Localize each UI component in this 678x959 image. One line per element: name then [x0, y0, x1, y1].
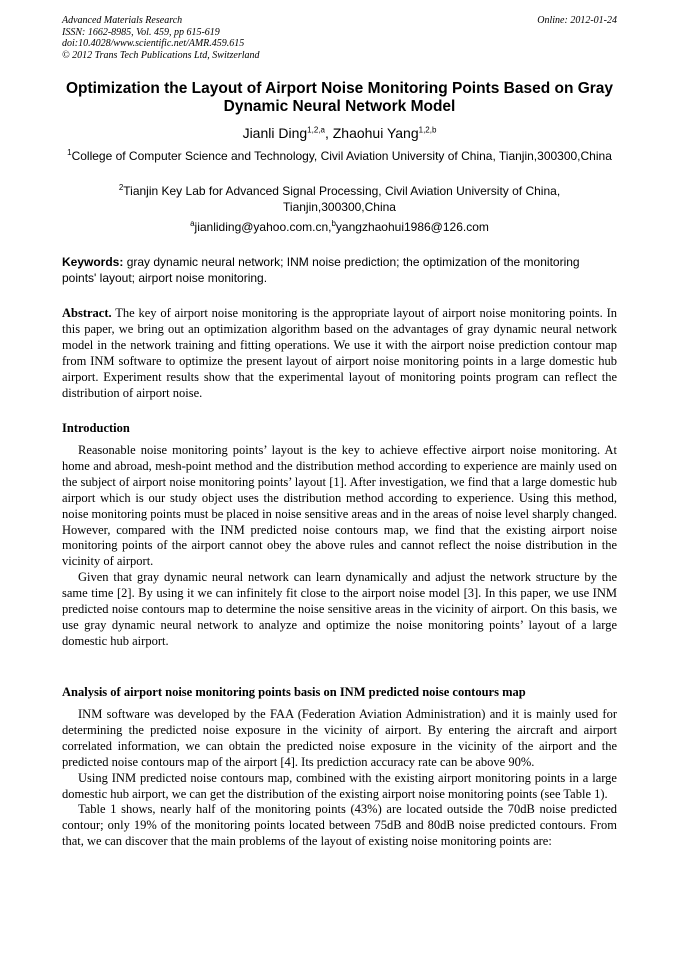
author-affiliation-marker: 1,2,a [307, 125, 325, 135]
issn-line: ISSN: 1662-8985, Vol. 459, pp 615-619 [62, 26, 220, 38]
doi-line: doi:10.4028/www.scientific.net/AMR.459.615 [62, 38, 245, 49]
paragraph: Reasonable noise monitoring points’ layout is the key to achieve effective airport noise monitoring. At home and abroad, mesh-point method and the distribution method according to experience are mainly used on the subject of airport noise monitoring points’ layout [1]. After investigation, we find that a large domestic hub airport which is our study object uses the distribution method according to experience. Using this method, noise monitoring points must be placed in noise sensitive areas and in the areas of noise level sharply changed. However, compared with the INM predicted noise contours map, we find that the existing airport noise monitoring points of the airport cannot obey the above rules and cannot reflect the noise distribution in the vicinity of airport. [62, 443, 617, 569]
author-emails [62, 220, 617, 236]
section-heading-analysis: Analysis of airport noise monitoring points basis on INM predicted noise contours map [62, 685, 526, 699]
author-list [62, 124, 617, 142]
author-name: Jianli Ding [242, 125, 308, 141]
email-marker: a [190, 219, 195, 228]
affiliation-text: Tianjin Key Lab for Advanced Signal Processing, Civil Aviation University of China, Tianjin,300300,China [123, 184, 561, 214]
affiliation-marker: 1 [67, 148, 72, 157]
affiliation-text: College of Computer Science and Technology, Civil Aviation University of China, Tianjin,300300,China [71, 149, 612, 163]
affiliation-1 [62, 149, 617, 165]
email-address: yangzhaohui1986@126.com [335, 220, 489, 234]
email-address: jianliding@yahoo.com.cn, [194, 220, 332, 234]
paragraph: Given that gray dynamic neural network can learn dynamically and adjust the network structure by the same time [2]. By using it we can infinitely fit close to the airport noise model [3]. In this paper, we use INM predicted noise contours map to determine the noise sensitive areas in the vicinity of airport. On this basis, we use gray dynamic neural network to analyze and optimize the noise monitoring points’ layout of a large domestic hub airport. [62, 570, 617, 648]
section-heading-introduction: Introduction [62, 421, 130, 435]
author-separator: , [324, 125, 333, 141]
abstract-text: The key of airport noise monitoring is the appropriate layout of airport noise monitoring points. In this paper, we bring out an optimization algorithm based on the advantages of gray dynamic neural network model in the network training and fitting operations. We use it with the airport noise prediction contour map from INM software to optimize the present layout of airport noise monitoring points in a large domestic hub airport. Experiment results show that the experimental layout of monitoring points program can reflect the distribution of airport noise. [62, 306, 617, 400]
journal-header [62, 15, 617, 61]
paper-title: Optimization the Layout of Airport Noise Monitoring Points Based on Gray Dynamic Neural Network Model [65, 80, 614, 115]
email-marker: b [331, 219, 336, 228]
analysis-body [62, 707, 617, 850]
affiliation-marker: 2 [118, 183, 124, 192]
affiliation-2 [62, 184, 617, 215]
paragraph: Table 1 shows, nearly half of the monitoring points (43%) are located outside the 70dB noise predicted contour; only 19% of the monitoring points located between 75dB and 80dB noise predicted contours. From that, we can discover that the main problems of the layout of existing noise monitoring points are: [62, 802, 617, 849]
abstract [62, 306, 617, 401]
keywords-label: Keywords: [62, 255, 124, 269]
journal-name: Advanced Materials Research [62, 15, 183, 26]
keywords-text: gray dynamic neural network; INM noise prediction; the optimization of the monitoring points' layout; airport noise monitoring. [62, 255, 580, 285]
abstract-label: Abstract. [62, 306, 112, 320]
keywords [62, 255, 617, 286]
paragraph: Using INM predicted noise contours map, combined with the existing airport monitoring points in a large domestic hub airport, we can get the distribution of the existing airport noise monitoring points (see Table 1). [62, 770, 617, 801]
copyright-line: © 2012 Trans Tech Publications Ltd, Switzerland [62, 49, 260, 61]
introduction-body [62, 443, 617, 650]
author-name: Zhaohui Yang [332, 125, 419, 141]
author-affiliation-marker: 1,2,b [418, 125, 437, 135]
online-date: Online: 2012-01-24 [537, 15, 617, 26]
paragraph: INM software was developed by the FAA (Federation Aviation Administration) and it is mainly used for determining the predicted noise exposure in the vicinity of airport. By entering the aircraft and airport correlated information, we can obtain the predicted noise exposure in the vicinity of the airport and the predicted noise contours map of the airport [4]. Its prediction accuracy rate can be above 90%. [62, 707, 617, 769]
